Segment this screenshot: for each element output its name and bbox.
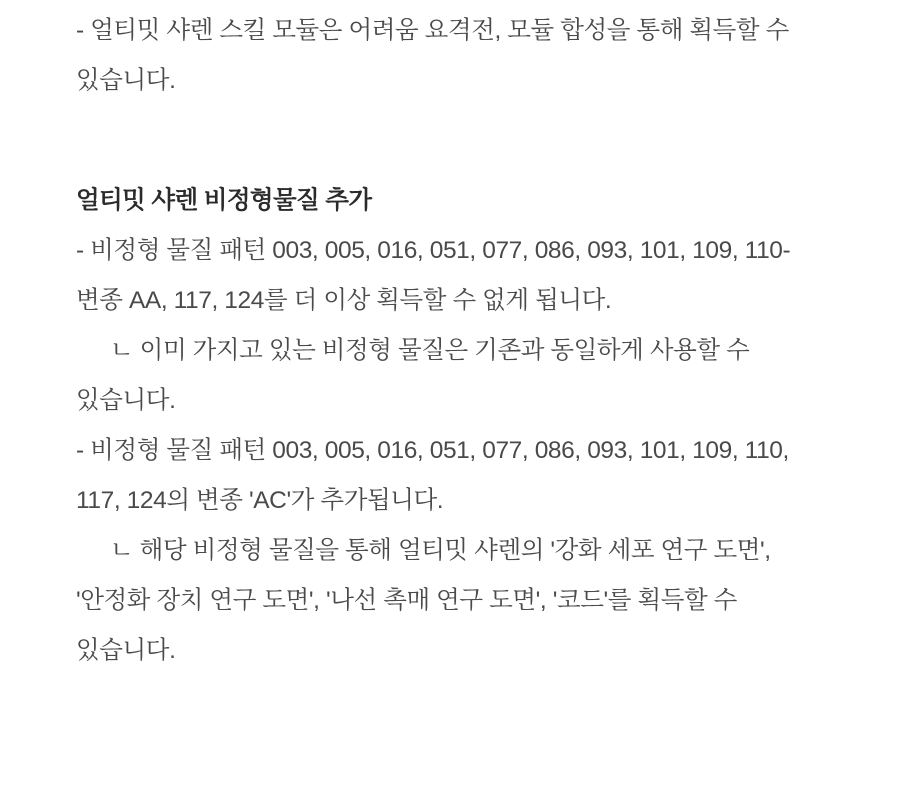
- paragraph-existing-material-usable: ㄴ 이미 가지고 있는 비정형 물질은 기존과 동일하게 사용할 수 있습니다.: [76, 337, 750, 414]
- paragraph-amorphous-pattern-removed: - 비정형 물질 패턴 003, 005, 016, 051, 077, 086, 093, 101, 109, 110-변종 AA, 117, 124를 더 이상 획득할 수 없게 됩니다.: [76, 237, 791, 314]
- paragraph-ultimate-shalane-skill-module: - 얼티밋 샤렌 스킬 모듈은 어려움 요격전, 모듈 합성을 통해 획득할 수 있습니다.: [76, 17, 789, 94]
- heading-ultimate-shalane-amorphous-material: 얼티밋 샤렌 비정형물질 추가: [76, 187, 372, 214]
- document-body: [76, 0, 832, 676]
- section-spacer: [76, 106, 832, 176]
- paragraph-amorphous-pattern-ac-added: - 비정형 물질 패턴 003, 005, 016, 051, 077, 086, 093, 101, 109, 110, 117, 124의 변종 'AC'가 추가됩니다.: [76, 437, 789, 514]
- paragraph-ac-material-rewards: ㄴ 해당 비정형 물질을 통해 얼티밋 샤렌의 '강화 세포 연구 도면', '안정화 장치 연구 도면', '나선 촉매 연구 도면', '코드'를 획득할 수 있습니다.: [76, 537, 771, 664]
